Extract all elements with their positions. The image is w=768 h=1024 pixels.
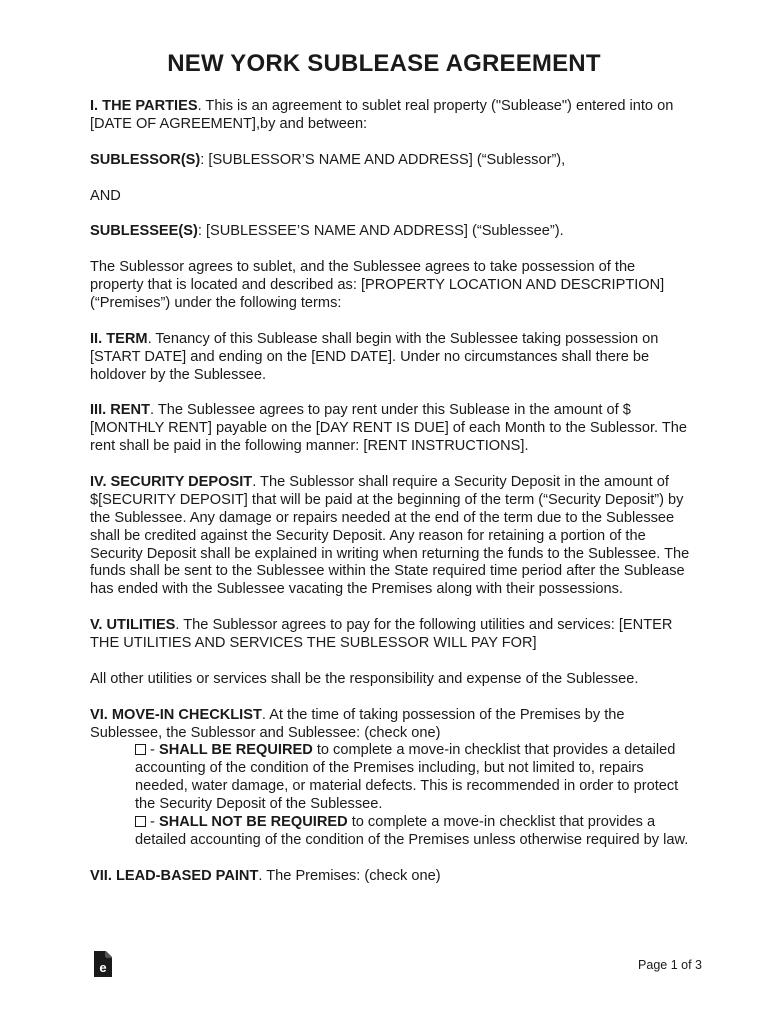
document-title: NEW YORK SUBLEASE AGREEMENT	[167, 50, 601, 77]
parties-paragraph	[90, 98, 690, 134]
lead-paint-heading: VII. LEAD-BASED PAINT	[90, 867, 259, 884]
checklist-option-not-required	[135, 814, 690, 850]
security-deposit-paragraph	[90, 474, 690, 599]
svg-text:e: e	[99, 960, 107, 975]
rent-paragraph	[90, 402, 690, 456]
utilities-text: . The Sublessor agrees to pay for the following utilities and services: [ENTER THE UTILITIES AND SERVICES THE SUBLESSOR WILL PAY FOR]	[90, 617, 673, 652]
parties-text: . This is an agreement to sublet real property ("Sublease") entered into on [DATE OF AGREEMENT],by and between:	[90, 98, 674, 132]
option-dash: -	[146, 742, 159, 759]
other-utilities-paragraph: All other utilities or services shall be the responsibility and expense of the Sublessee.	[90, 670, 639, 687]
term-text: . Tenancy of this Sublease shall begin with the Sublessee taking possession on [START DATE] and ending on the [END DATE]. Under no circumstances shall there be holdover by the Sublessee.	[90, 330, 659, 383]
and-text: AND	[90, 187, 121, 204]
page-number: Page 1 of 3	[638, 958, 702, 972]
checklist-text: . At the time of taking possession of the Premises by the Sublessee, the Sublessor and Sublessee: (check one)	[90, 706, 625, 741]
checkbox-shall-be-required[interactable]	[135, 744, 146, 755]
lead-paint-text: . The Premises: (check one)	[258, 867, 441, 884]
checklist-paragraph	[90, 707, 690, 743]
checklist-option-required	[135, 742, 690, 814]
security-deposit-heading: IV. SECURITY DEPOSIT	[90, 473, 253, 490]
sublessee-paragraph	[90, 223, 690, 241]
sublessee-label: SUBLESSEE(S)	[90, 223, 198, 240]
utilities-paragraph	[90, 617, 690, 653]
sublessor-label: SUBLESSOR(S)	[90, 151, 201, 168]
checklist-heading: VI. MOVE-IN CHECKLIST	[90, 706, 262, 723]
term-paragraph	[90, 331, 690, 385]
utilities-heading: V. UTILITIES	[90, 617, 176, 634]
term-heading: II. TERM	[90, 330, 148, 347]
sublessee-text: : [SUBLESSEE’S NAME AND ADDRESS] (“Sublessee”).	[197, 223, 564, 240]
option-label: SHALL BE REQUIRED	[158, 742, 313, 759]
option-dash: -	[146, 814, 159, 831]
premises-paragraph: The Sublessor agrees to sublet, and the Sublessee agrees to take possession of the property that is located and described as: [PROPERTY LOCATION AND DESCRIPTION] (“Premises”) under the following terms:	[90, 259, 665, 311]
rent-heading: III. RENT	[90, 402, 150, 419]
sublessor-text: : [SUBLESSOR’S NAME AND ADDRESS] (“Sublessor”),	[200, 151, 566, 168]
security-deposit-text: . The Sublessor shall require a Security Deposit in the amount of $[SECURITY DEPOSIT] that will be paid at the beginning of the term (“Security Deposit”) by the Sublessee. Any damage or repairs needed at the end of the term due to the Sublessee shall be credited against the Security Deposit. Any reason for retaining a portion of the Security Deposit shall be explained in writing when returning the funds to the Sublessee. The funds shall be sent to the Sublessee within the State required time period after the Sublease has ended with the Sublessee vacating the Premises along with their possessions.	[90, 473, 690, 598]
document-body	[90, 98, 690, 904]
parties-heading: I. THE PARTIES	[90, 98, 198, 114]
eforms-logo-icon	[93, 950, 113, 978]
lead-paint-paragraph	[90, 868, 690, 886]
option-text: to complete a move-in checklist that provides a detailed accounting of the condition of the Premises including, but not limited to, repairs needed, water damage, or material defects. This is recommended in order to protect the Security Deposit of the Sublessee.	[135, 742, 679, 813]
option-text: to complete a move-in checklist that provides a detailed accounting of the condition of the Premises unless otherwise required by law.	[135, 814, 689, 848]
rent-text: . The Sublessee agrees to pay rent under this Sublease in the amount of $ [MONTHLY RENT] payable on the [DAY RENT IS DUE] of each Month to the Sublessor. The rent shall be paid in the following manner: [RENT INSTRUCTIONS].	[90, 402, 687, 455]
option-label: SHALL NOT BE REQUIRED	[158, 814, 348, 831]
sublessor-paragraph	[90, 152, 690, 170]
checkbox-shall-not-be-required[interactable]	[135, 816, 146, 827]
